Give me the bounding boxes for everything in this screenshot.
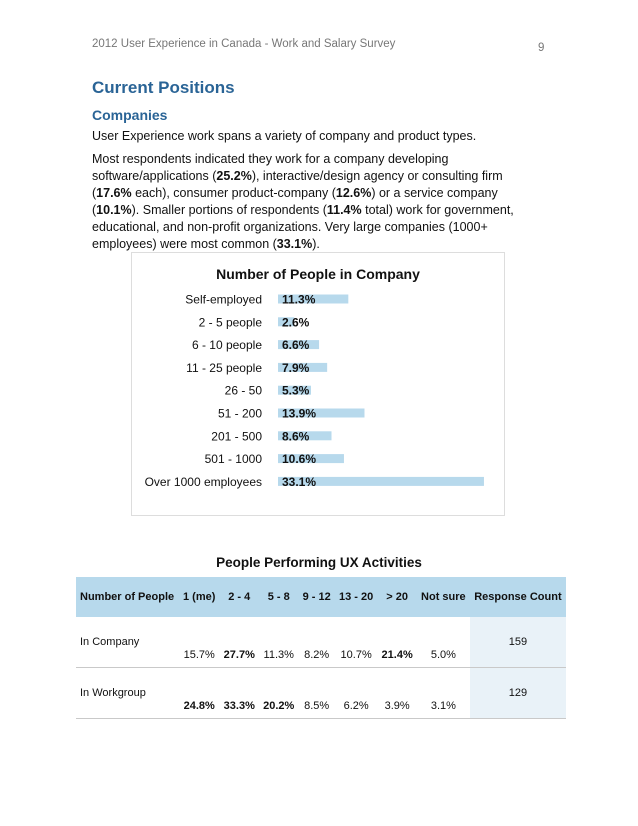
category-label: Self-employed — [185, 292, 262, 307]
table-header-cell: 13 - 20 — [335, 577, 378, 617]
table-cell: 3.9% — [377, 668, 416, 719]
category-label: 6 - 10 people — [191, 338, 262, 353]
bar-value-label: 5.3% — [282, 383, 310, 398]
table-header-cell: Not sure — [417, 577, 470, 617]
highlight-figure: 17.6% — [96, 186, 136, 200]
paragraph-text: ). Smaller portions of respondents ( — [131, 203, 327, 217]
paragraph-text: ). — [312, 237, 320, 251]
paragraph-text: ) or a service company ( — [92, 186, 498, 217]
category-label: 501 - 1000 — [204, 452, 262, 467]
company-size-chart — [131, 252, 505, 516]
subsection-title: Companies — [92, 107, 168, 123]
table-header-cell: 9 - 12 — [298, 577, 334, 617]
table-header-cell: Number of People — [76, 577, 179, 617]
category-label: 26 - 50 — [224, 383, 262, 398]
bar-value-label: 13.9% — [282, 406, 317, 421]
table-cell: 8.5% — [298, 668, 334, 719]
ux-activities-table — [76, 577, 566, 719]
highlight-figure: 25.2% — [216, 169, 252, 183]
table-row — [76, 617, 566, 668]
bar-value-label: 11.3% — [282, 292, 316, 307]
report-header-title: 2012 User Experience in Canada - Work and Salary Survey — [92, 38, 396, 50]
bar-value-label: 6.6% — [282, 338, 310, 353]
table-cell: 24.8% — [179, 668, 220, 719]
company-size-chart-svg — [132, 253, 504, 515]
chart-title: Number of People in Company — [216, 266, 420, 282]
row-label: In Company — [76, 617, 179, 668]
intro-paragraph: User Experience work spans a variety of company and product types. — [92, 129, 477, 143]
category-label: 11 - 25 people — [186, 360, 262, 375]
ux-table-header-row — [76, 577, 566, 617]
row-label: In Workgroup — [76, 668, 179, 719]
table-header-cell: 5 - 8 — [259, 577, 298, 617]
section-title: Current Positions — [92, 78, 235, 97]
table-row — [76, 668, 566, 719]
paragraph-text: Most respondents indicated they work for a company developing software/applications ( — [92, 152, 449, 183]
table-cell: 27.7% — [220, 617, 259, 668]
response-count-cell: 159 — [470, 617, 566, 668]
highlight-figure: 33.1% — [276, 237, 313, 251]
detail-paragraph — [92, 151, 542, 253]
highlight-figure: 11.4% — [326, 203, 366, 217]
category-label: 201 - 500 — [211, 429, 262, 444]
category-label: 2 - 5 people — [198, 315, 262, 330]
page-number: 9 — [538, 42, 545, 54]
category-label: 51 - 200 — [217, 406, 262, 421]
table-cell: 21.4% — [377, 617, 416, 668]
bar-value-label: 8.6% — [282, 429, 310, 444]
paragraph-text: total) work for government, educational, and non-profit organizations. Very large companies (1000+ employees) were most common ( — [92, 203, 514, 251]
bar-value-label: 7.9% — [282, 360, 310, 375]
table-cell: 15.7% — [179, 617, 220, 668]
table-header-cell: 2 - 4 — [220, 577, 259, 617]
response-count-cell: 129 — [470, 668, 566, 719]
table-cell: 10.7% — [335, 617, 378, 668]
paragraph-text: ), interactive/design agency or consulting firm ( — [92, 169, 503, 200]
ux-table-title: People Performing UX Activities — [216, 555, 422, 570]
bar-value-label: 10.6% — [282, 452, 317, 467]
table-cell: 8.2% — [298, 617, 334, 668]
table-cell: 20.2% — [259, 668, 298, 719]
table-header-cell: > 20 — [377, 577, 416, 617]
table-header-cell: 1 (me) — [179, 577, 220, 617]
category-label: Over 1000 employees — [144, 474, 262, 489]
highlight-figure: 10.1% — [96, 203, 132, 217]
table-header-cell: Response Count — [470, 577, 566, 617]
table-cell: 11.3% — [259, 617, 298, 668]
table-cell: 6.2% — [335, 668, 378, 719]
table-cell: 5.0% — [417, 617, 470, 668]
bar-value-label: 33.1% — [282, 474, 317, 489]
bar-value-label: 2.6% — [282, 315, 310, 330]
table-cell: 3.1% — [417, 668, 470, 719]
table-cell: 33.3% — [220, 668, 259, 719]
highlight-figure: 12.6% — [335, 186, 372, 200]
paragraph-text: each), consumer product-company ( — [135, 186, 336, 200]
